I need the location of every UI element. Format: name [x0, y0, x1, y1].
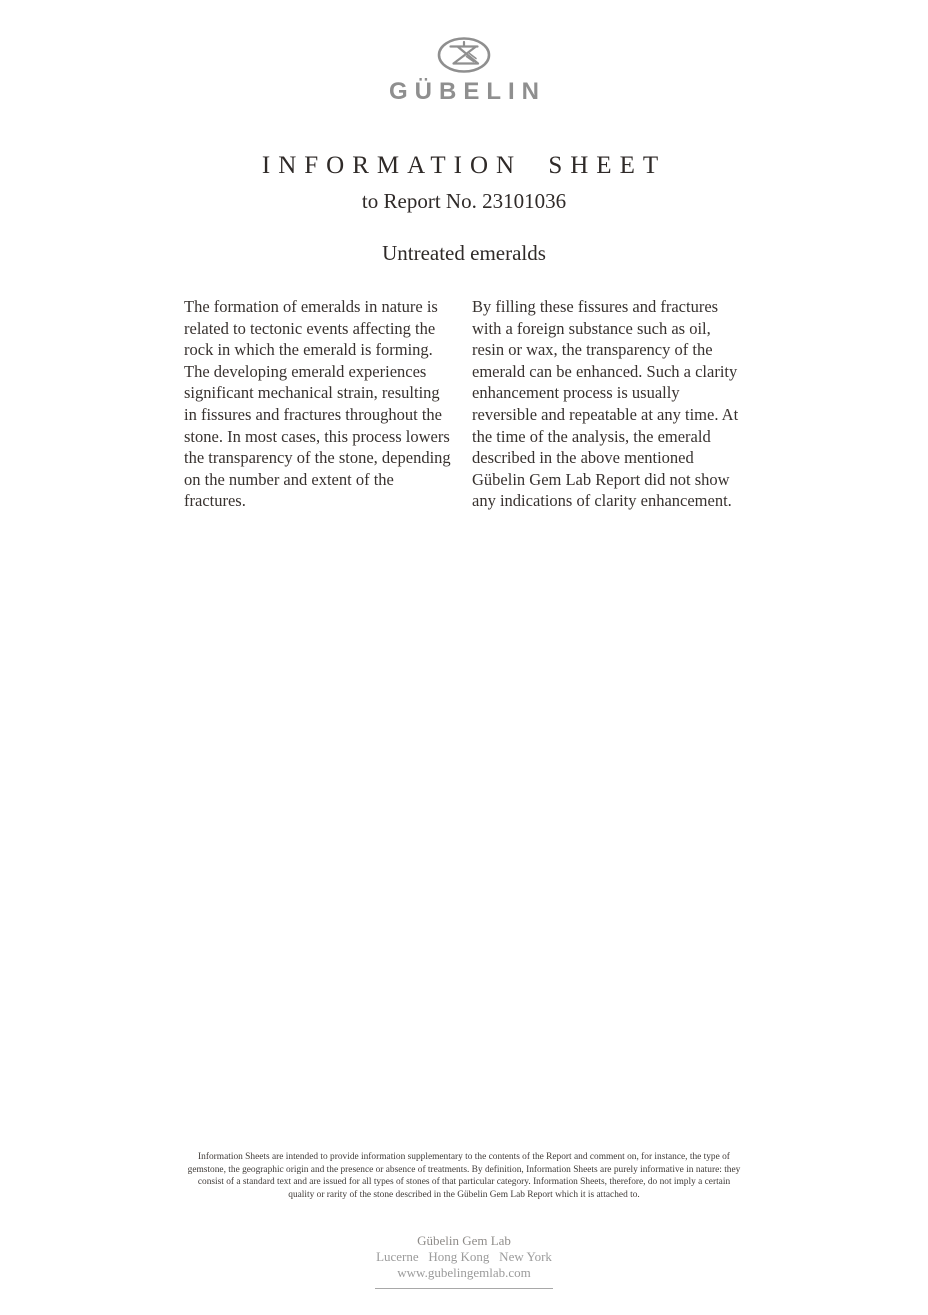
gubelin-wordmark: GÜBELIN — [389, 78, 546, 105]
report-number-line: to Report No. 23101036 — [361, 189, 567, 213]
footer-website: www.gubelingemlab.com — [397, 1265, 531, 1280]
gubelin-logo — [0, 34, 928, 106]
footer-lab-name: Gübelin Gem Lab — [417, 1233, 511, 1248]
footer-rule — [375, 1288, 553, 1289]
document-subtitle: Untreated emeralds — [382, 241, 546, 265]
footer-contact-block — [0, 1233, 928, 1281]
body-text-columns — [184, 296, 744, 512]
body-column-right: By filling these fissures and fractures with a foreign substance such as oil, resin or wax, the transparency of the emerald can be enhanced. Such a clarity enhancement process is usually reversible and repeatable at any time. At the time of the analysis, the emerald described in the above mentioned Gübelin Gem Lab Report did not show any indications of clarity enhancement. — [472, 297, 739, 511]
footer-locations: Lucerne Hong Kong New York — [376, 1249, 552, 1264]
page-title: INFORMATION SHEET — [261, 152, 667, 179]
body-column-left: The formation of emeralds in nature is related to tectonic events affecting the rock in which the emerald is forming. The developing emerald experiences significant mechanical strain, resulting in fissures and fractures throughout the stone. In most cases, this process lowers the transparency of the stone, depending on the number and extent of the fractures. — [184, 297, 451, 511]
gubelin-emblem-icon — [435, 34, 493, 76]
disclaimer-text: Information Sheets are intended to provide information supplementary to the contents of the Report and comment on, for instance, the type of gemstone, the geographic origin and the presence or absence of treatments. By definition, Information Sheets are purely informative in nature: they consist of a standard text and are issued for all types of stones of that particular category. Information Sheets, therefore, do not imply a certain quality or rarity of the stone described in the Gübelin Gem Lab Report which it is attached to. — [187, 1152, 741, 1200]
